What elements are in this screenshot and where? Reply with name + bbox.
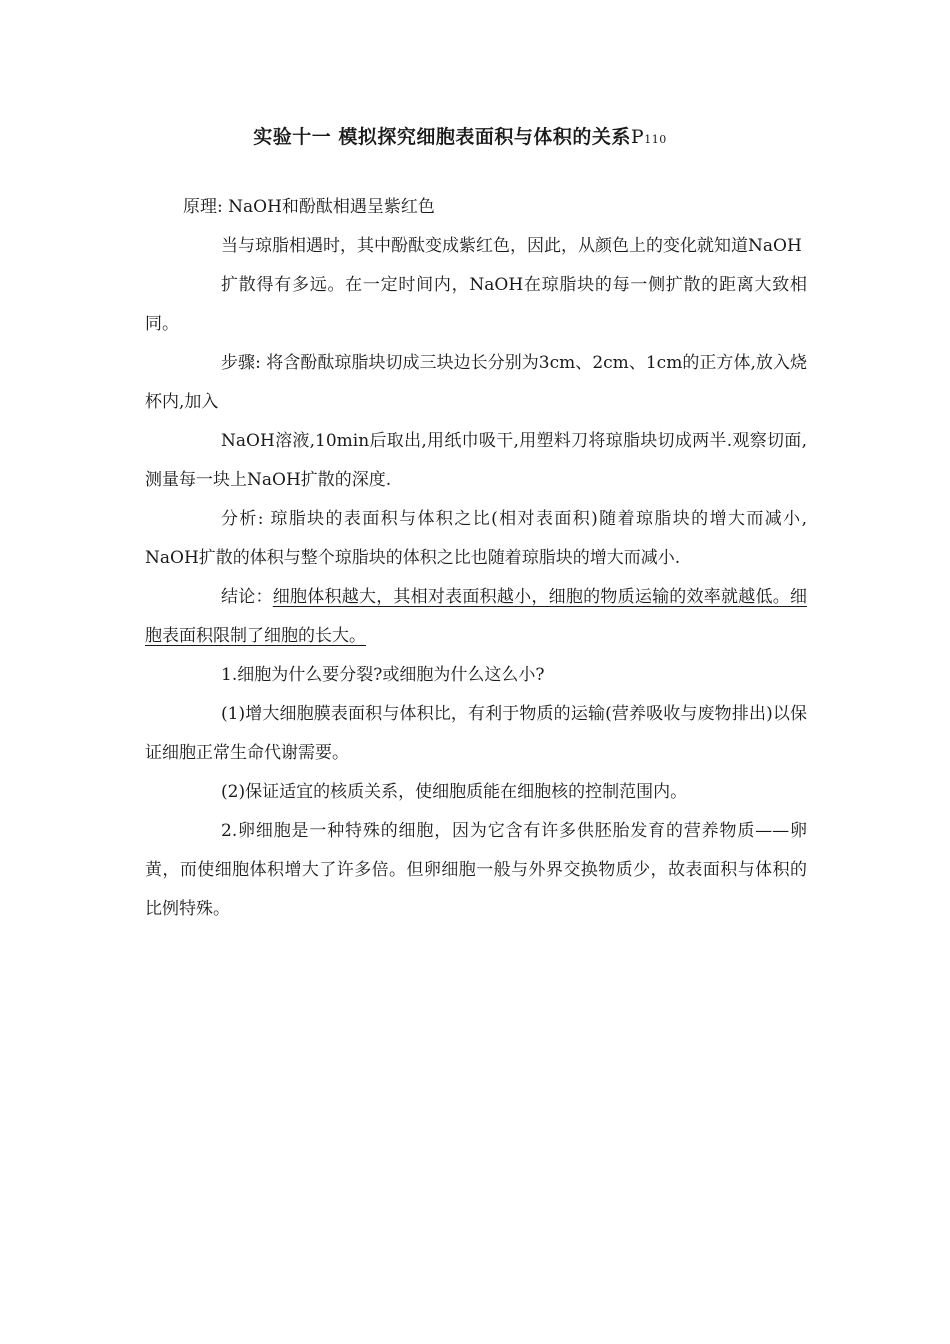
analysis-paragraph: 分析: 琼脂块的表面积与体积之比(相对表面积)随着琼脂块的增大而减小, NaOH扩散的体积与整个琼脂块的体积之比也随着琼脂块的增大而减小.	[145, 509, 807, 568]
conclusion-label: 结论：	[221, 587, 273, 607]
steps-detail-paragraph: NaOH溶液,10min后取出,用纸巾吸干,用塑料刀将琼脂块切成两半.观察切面,测量每一块上NaOH扩散的深度.	[145, 431, 807, 490]
conclusion-paragraph	[145, 578, 807, 656]
title-text: 实验十一 模拟探究细胞表面积与体积的关系	[253, 126, 631, 148]
question1: 1.细胞为什么要分裂?或细胞为什么这么小?	[221, 665, 545, 685]
title-page-ref-letter: P	[630, 126, 645, 148]
principle-paragraph	[145, 188, 807, 227]
steps-paragraph: 步骤: 将含酚酞琼脂块切成三块边长分别为3cm、2cm、1cm的正方体,放入烧杯内,加入	[145, 353, 807, 412]
title-page-ref-number: 110	[644, 133, 667, 146]
principle-line1: NaOH和酚酞相遇呈紫红色	[228, 197, 435, 217]
principle-label: 原理:	[183, 197, 229, 217]
document-body	[145, 188, 807, 929]
question1-answer1: (1)增大细胞膜表面积与体积比，有利于物质的运输(营养吸收与废物排出)以保证细胞正常生命代谢需要。	[145, 704, 807, 763]
principle-diffusion-paragraph: 扩散得有多远。在一定时间内，NaOH在琼脂块的每一侧扩散的距离大致相同。	[145, 275, 807, 334]
document-title	[0, 122, 920, 149]
principle-detail-paragraph: 当与琼脂相遇时，其中酚酞变成紫红色，因此，从颜色上的变化就知道NaOH	[221, 236, 802, 256]
question1-answer2: (2)保证适宜的核质关系，使细胞质能在细胞核的控制范围内。	[221, 782, 688, 802]
conclusion-text: 细胞体积越大，其相对表面积越小，细胞的物质运输的效率就越低。细胞表面积限制了细胞的长大。	[145, 587, 808, 646]
question2-paragraph: 2.卵细胞是一种特殊的细胞，因为它含有许多供胚胎发育的营养物质——卵黄，而使细胞体积增大了许多倍。但卵细胞一般与外界交换物质少，故表面积与体积的比例特殊。	[145, 821, 807, 919]
